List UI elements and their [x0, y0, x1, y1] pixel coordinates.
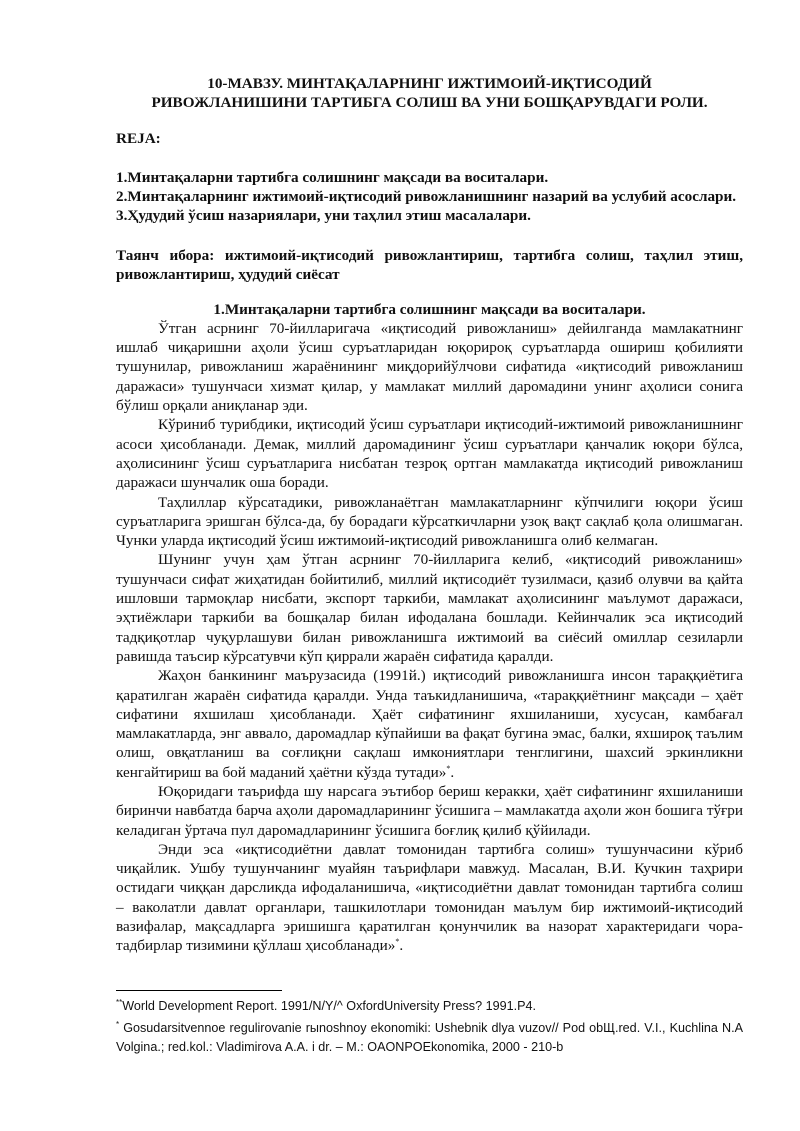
footnote-1: [116, 997, 743, 1016]
paragraph-5: Жаҳон банкининг маърузасида (1991й.) иқтисодий ривожланишга инсон тараққиётига қаратилган жараён сифатида қаралди. Унда таъкидланишича, «тараққиётнинг мақсади – ҳаёт сифатини яхшилаш ҳисобланади. Ҳаёт сифатининг яхшиланиши, хусусан, камбағал мамлакатларда, энг аввало, даромадлар кўпайиши ва фақат бугина эмас, балки, яхшироқ таълим олиш, овқатланиш ва соғлиқни сақлаш имкониятлари тенглигини, шахсий эркинликни кенгайтириш ва бой маданий ҳаётни кўзда тутади»*.: [116, 667, 743, 781]
paragraph-4: Шунинг учун ҳам ўтган асрнинг 70-йилларига келиб, «иқтисодий ривожланиш» тушунчаси сифат жиҳатидан бойитилиб, миллий иқтисодиёт тузилмаси, қазиб олувчи ва қайта ишловши тармоқлар нисбати, экспорт таркиби, мамлакат аҳолисининг маълумот даражаси, эҳтиёжлари таркиби ва бошқалар билан ифодалана бошлади. Кейинчалик эса иқтисодий тадқиқотлар чуқурлашуви билан ривожланишга ижтимоий ва сиёсий омиллар сезиларли равишда таъсир кўрсатувчи кўп қиррали жараён сифатида қаралди.: [116, 551, 743, 665]
document-title: [116, 74, 743, 113]
title-line-1: 10-МАВЗУ. МИНТАҚАЛАРНИНГ ИЖТИМОИЙ-ИҚТИСОДИЙ: [207, 75, 652, 92]
footnote-ref-2: *: [395, 937, 400, 947]
paragraph-6: Юқоридаги таърифда шу нарсага эътибор бериш керакки, ҳаёт сифатининг яхшиланиши биринчи навбатда барча аҳоли даромадларининг ўсишига – мамлакатда аҳоли жон бошига тўғри келадиган ўртача пул даромадларининг ўсишига боғлиқ қилиб қўйилади.: [116, 782, 743, 839]
plan-heading: REJA:: [116, 129, 161, 147]
key-terms: Таянч ибора: ижтимоий-иқтисодий ривожлантириш, тартибга солиш, таҳлил этиш, ривожлантириш, ҳудудий сиёсат: [116, 246, 743, 284]
footnote-2: [116, 1019, 743, 1057]
footnote-separator: [116, 990, 282, 991]
footnote-ref-1: *: [446, 763, 451, 773]
paragraph-2: Кўриниб турибдики, иқтисодий ўсиш суръатлари иқтисодий-ижтимоий ривожланишнинг асоси ҳисобланади. Демак, миллий даромадининг ўсиш суръатлари қанчалик юқори бўлса, аҳолисининг ўсиш суръатларига нисбатан тезроқ ортган мамлакатда иқтисодий ривожланиш даражаси шунчалик оша боради.: [116, 416, 743, 492]
plan-item-2: 2.Минтақаларнинг ижтимоий-иқтисодий ривожланишнинг назарий ва услубий асослари.: [116, 188, 737, 206]
paragraph-1: Ўтган асрнинг 70-йилларигача «иқтисодий ривожланиш» дейилганда мамлакатнинг ишлаб чиқаришни аҳоли ўсиш суръатларидан юқорироқ суръатларда ошириш қобилияти тушунилар, ривожланиш жараёнининг миқдорийўлчови сифатида «иқтисодий ривожланиш даражаси» тушунчаси хизмат қилар, у мамлакат миллий даромадини унинг аҳолиси сонига бўлиш орқали аниқланар эди.: [116, 319, 743, 415]
paragraph-7-text: Энди эса «иқтисодиётни давлат томонидан тартибга солиш» тушунчасини кўриб чиқайлик. Ушбу тушунчанинг муайян таърифлари мавжуд. Масалан, В.И. Кучкин таҳрири остидаги чиққан дарсликда ифодаланишича, «иқтисодиётни давлат томонидан тартибга солиш – ваколатли давлат органлари, ташкилотлари томонидан маълум бир ижтимоий-иқтисодий вазифалар, мақсадларга эришишга қаратилган қонунчилик ва назорат характеридаги чора-тадбирлар тизимини қўллаш ҳисобланади»: [116, 840, 743, 955]
footnote-2-text: Gosudarsitvennoe regulirovanie rыnoshnoy ekonomiki: Ushebnik dlya vuzov// Pod obЩ.red. V.I., Kuchlina N.A Volgina.; red.kol.: Vladimirova A.A. i dr. – M.: OAONPOEkonomika, 2000 - 210-b: [116, 1021, 743, 1054]
title-line-2: РИВОЖЛАНИШИНИ ТАРТИБГА СОЛИШ ВА УНИ БОШҚАРУВДАГИ РОЛИ.: [151, 94, 708, 112]
paragraph-3: Таҳлиллар кўрсатадики, ривожланаётган мамлакатларнинг кўпчилиги юқори ўсиш суръатларига эришган бўлса-да, бу борадаги кўрсаткичларни узоқ вақт сақлаб қола олишмаган. Чунки уларда иқтисодий ўсиш ижтимоий-иқтисодий ривожланишга олиб келмаган.: [116, 493, 743, 550]
footnotes: [116, 997, 743, 1060]
paragraph-5-text: Жаҳон банкининг маърузасида (1991й.) иқтисодий ривожланишга инсон тараққиётига қаратилган жараён сифатида қаралди. Унда таъкидланишича, «тараққиётнинг мақсади – ҳаёт сифатини яхшилаш ҳисобланади. Ҳаёт сифатининг яхшиланиши, хусусан, камбағал мамлакатларда, энг аввало, даромадлар кўпайиши ва фақат бугина эмас, балки, яхшироқ таълим олиш, овқатланиш ва соғлиқни сақлаш имкониятлари тенглигини, шахсий эркинликни кенгайтириш ва бой маданий ҳаётни кўзда тутади»: [116, 667, 743, 781]
paragraph-7: Энди эса «иқтисодиётни давлат томонидан тартибга солиш» тушунчасини кўриб чиқайлик. Ушбу тушунчанинг муайян таърифлари мавжуд. Масалан, В.И. Кучкин таҳрири остидаги чиққан дарсликда ифодаланишича, «иқтисодиётни давлат томонидан тартибга солиш – ваколатли давлат органлари, ташкилотлари томонидан маълум бир ижтимоий-иқтисодий вазифалар, мақсадларга эришишга қаратилган қонунчилик ва назорат характеридаги чора-тадбирлар тизимини қўллаш ҳисобланади»*.: [116, 840, 743, 955]
footnote-2-mark: *: [116, 1019, 120, 1029]
plan-item-3: 3.Ҳудудий ўсиш назариялари, уни таҳлил этиш масалалари.: [116, 207, 531, 225]
footnote-1-mark: **: [116, 997, 123, 1007]
section-heading: 1.Минтақаларни тартибга солишнинг мақсади ва воситалари.: [213, 300, 646, 318]
plan-item-1: 1.Минтақаларни тартибга солишнинг мақсади ва воситалари.: [116, 168, 549, 186]
plan-list: [116, 168, 743, 226]
footnote-1-text: World Development Report. 1991/N/Y/^ OxfordUniversity Press? 1991.P4.: [122, 999, 536, 1013]
